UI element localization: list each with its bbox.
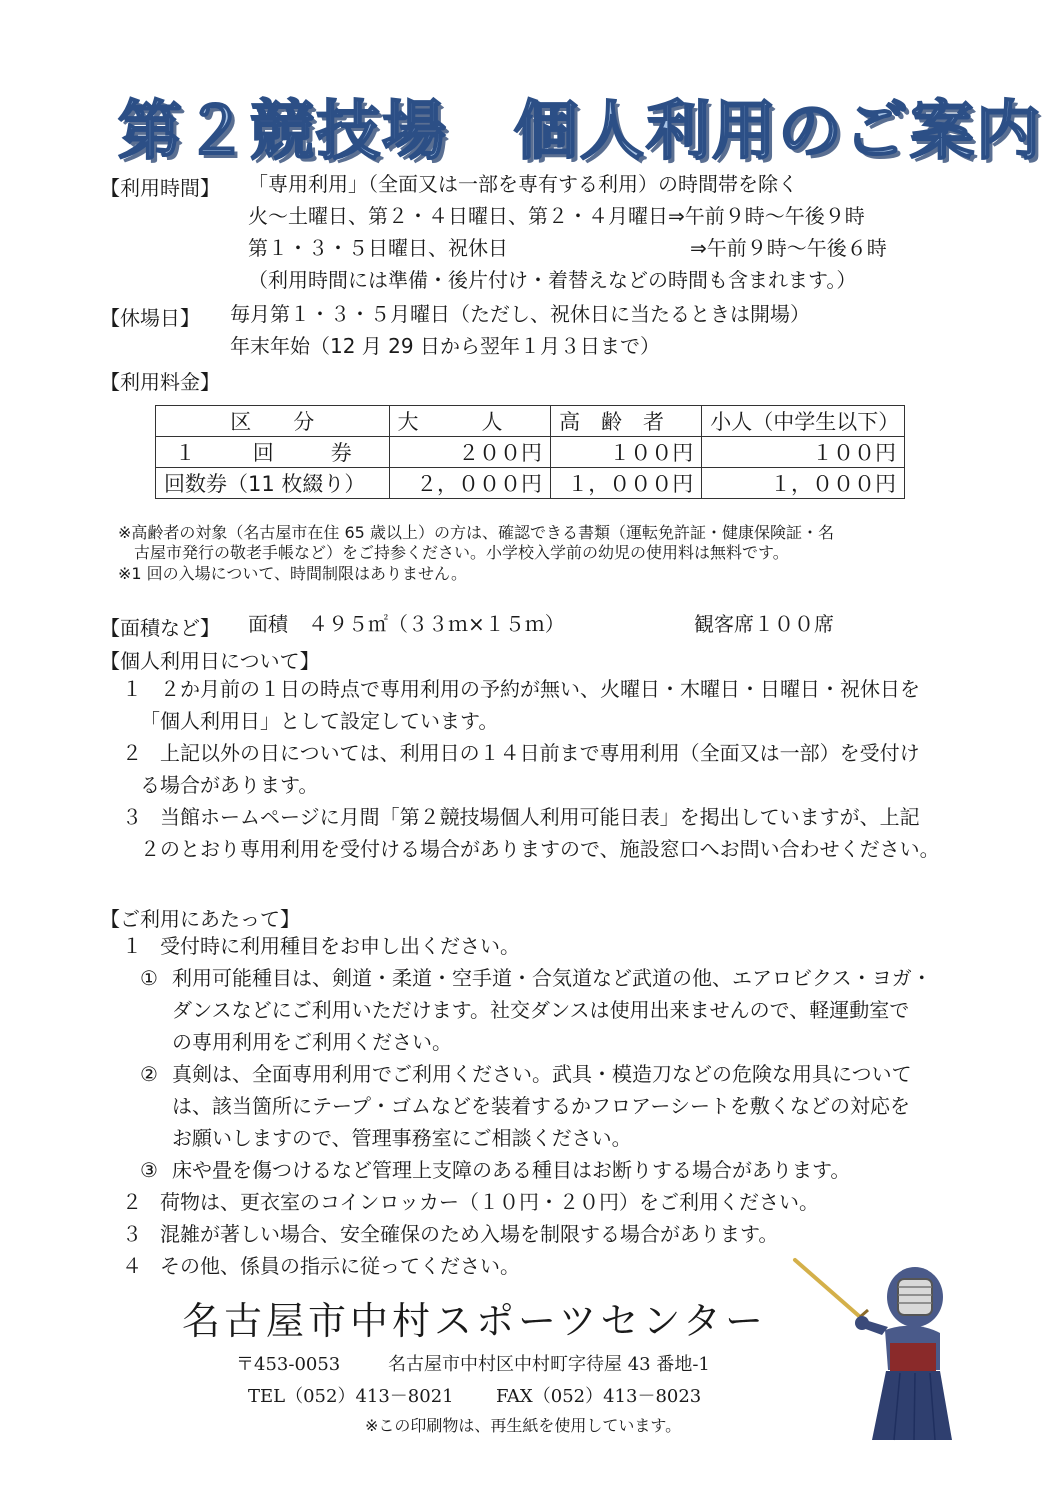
- table-row: [156, 468, 905, 499]
- list-item-number: ３: [122, 1222, 142, 1246]
- table-header: 小人（中学生以下）: [702, 406, 905, 437]
- seats-value: 観客席１００席: [694, 612, 834, 636]
- address: 名古屋市中村区中村町字待屋 43 番地-1: [388, 1354, 710, 1375]
- list-item: 利用可能種目は、剣道・柔道・空手道・合気道など武道の他、エアロビクス・ヨガ・: [172, 966, 932, 990]
- recycled-paper-note: ※この印刷物は、再生紙を使用しています。: [365, 1416, 682, 1435]
- tel: TEL（052）413－8021: [248, 1386, 454, 1407]
- table-cell: ２００円: [389, 437, 551, 468]
- list-item: の専用利用をご利用ください。: [172, 1030, 452, 1054]
- postal-code: 〒453-0053: [236, 1354, 341, 1375]
- list-item: 当館ホームページに月間「第２競技場個人利用可能日表」を掲出していますが、上記: [160, 805, 920, 829]
- hours-label: 【利用時間】: [100, 176, 220, 200]
- closed-label: 【休場日】: [100, 306, 200, 330]
- table-cell: １ 回 券: [156, 437, 390, 468]
- table-cell: １，０００円: [551, 468, 702, 499]
- hours-line: 火～土曜日、第２・４日曜日、第２・４月曜日⇒午前９時～午後９時: [248, 204, 865, 228]
- closed-line: 年末年始（12 月 29 日から翌年１月３日まで）: [230, 334, 660, 358]
- table-header: 区 分: [156, 406, 390, 437]
- list-item: る場合があります。: [140, 773, 319, 797]
- table-row: [156, 437, 905, 468]
- hours-line: 「専用利用」（全面又は一部を専有する利用）の時間帯を除く: [248, 172, 798, 196]
- list-item-number: ３: [122, 805, 142, 829]
- fee-note: 古屋市発行の敬老手帳など）をご持参ください。小学校入学前の幼児の使用料は無料です。: [134, 543, 789, 562]
- area-label: 【面積など】: [100, 616, 220, 640]
- table-cell: １，０００円: [702, 468, 905, 499]
- list-item-number: ４: [122, 1254, 142, 1278]
- personal-days-label: 【個人利用日について】: [100, 649, 320, 673]
- list-item: 受付時に利用種目をお申し出ください。: [160, 934, 520, 958]
- list-item: 床や畳を傷つけるなど管理上支障のある種目はお断りする場合があります。: [172, 1158, 851, 1182]
- list-item-number: １: [122, 934, 142, 958]
- fax: FAX（052）413－8023: [496, 1386, 702, 1407]
- list-item: 「個人利用日」として設定しています。: [140, 709, 499, 733]
- usage-label: 【ご利用にあたって】: [100, 907, 300, 931]
- list-item-number: ②: [140, 1062, 158, 1086]
- hours-line: （利用時間には準備・後片付け・着替えなどの時間も含まれます。）: [248, 268, 857, 292]
- list-item: その他、係員の指示に従ってください。: [160, 1254, 520, 1278]
- fee-table: [155, 405, 905, 499]
- list-item: 上記以外の日については、利用日の１４日前まで専用利用（全面又は一部）を受付け: [160, 741, 920, 765]
- table-cell: １００円: [702, 437, 905, 468]
- kendo-player-icon: [790, 1255, 960, 1445]
- page-title: 第２競技場 個人利用のご案内: [118, 95, 1042, 169]
- list-item: は、該当箇所にテープ・ゴムなどを装着するかフロアーシートを敷くなどの対応を: [172, 1094, 910, 1118]
- fees-label: 【利用料金】: [100, 370, 220, 394]
- table-cell: ２，０００円: [389, 468, 551, 499]
- organization-name: 名古屋市中村スポーツセンター: [182, 1299, 767, 1343]
- list-item: お願いしますので、管理事務室にご相談ください。: [172, 1126, 632, 1150]
- list-item: ２のとおり専用利用を受付ける場合がありますので、施設窓口へお問い合わせください。: [140, 837, 940, 861]
- list-item: 真剣は、全面専用利用でご利用ください。武具・模造刀などの危険な用具について: [172, 1062, 912, 1086]
- list-item-number: ２: [122, 1190, 142, 1214]
- list-item: ２か月前の１日の時点で専用利用の予約が無い、火曜日・木曜日・日曜日・祝休日を: [160, 677, 920, 701]
- area-value: 面積 ４９５㎡（３３ｍ×１５ｍ）: [248, 612, 565, 636]
- table-row: [156, 406, 905, 437]
- hours-line: ⇒午前９時～午後６時: [690, 236, 887, 260]
- list-item: 荷物は、更衣室のコインロッカー（１０円・２０円）をご利用ください。: [160, 1190, 819, 1214]
- list-item: ダンスなどにご利用いただけます。社交ダンスは使用出来ませんので、軽運動室で: [172, 998, 910, 1022]
- list-item: 混雑が著しい場合、安全確保のため入場を制限する場合があります。: [160, 1222, 779, 1246]
- table-cell: １００円: [551, 437, 702, 468]
- list-item-number: ③: [140, 1158, 158, 1182]
- table-header: 高 齢 者: [551, 406, 702, 437]
- table-cell: 回数券（11 枚綴り）: [156, 468, 390, 499]
- hours-line: 第１・３・５日曜日、祝休日: [248, 236, 508, 260]
- fee-note: ※高齢者の対象（名古屋市在住 65 歳以上）の方は、確認できる書類（運転免許証・健康保険証・名: [118, 523, 834, 542]
- list-item-number: ２: [122, 741, 142, 765]
- table-header: 大 人: [389, 406, 551, 437]
- list-item-number: ①: [140, 966, 158, 990]
- closed-line: 毎月第１・３・５月曜日（ただし、祝休日に当たるときは開場）: [230, 302, 810, 326]
- fee-note: ※1 回の入場について、時間制限はありません。: [118, 564, 467, 583]
- list-item-number: １: [122, 677, 142, 701]
